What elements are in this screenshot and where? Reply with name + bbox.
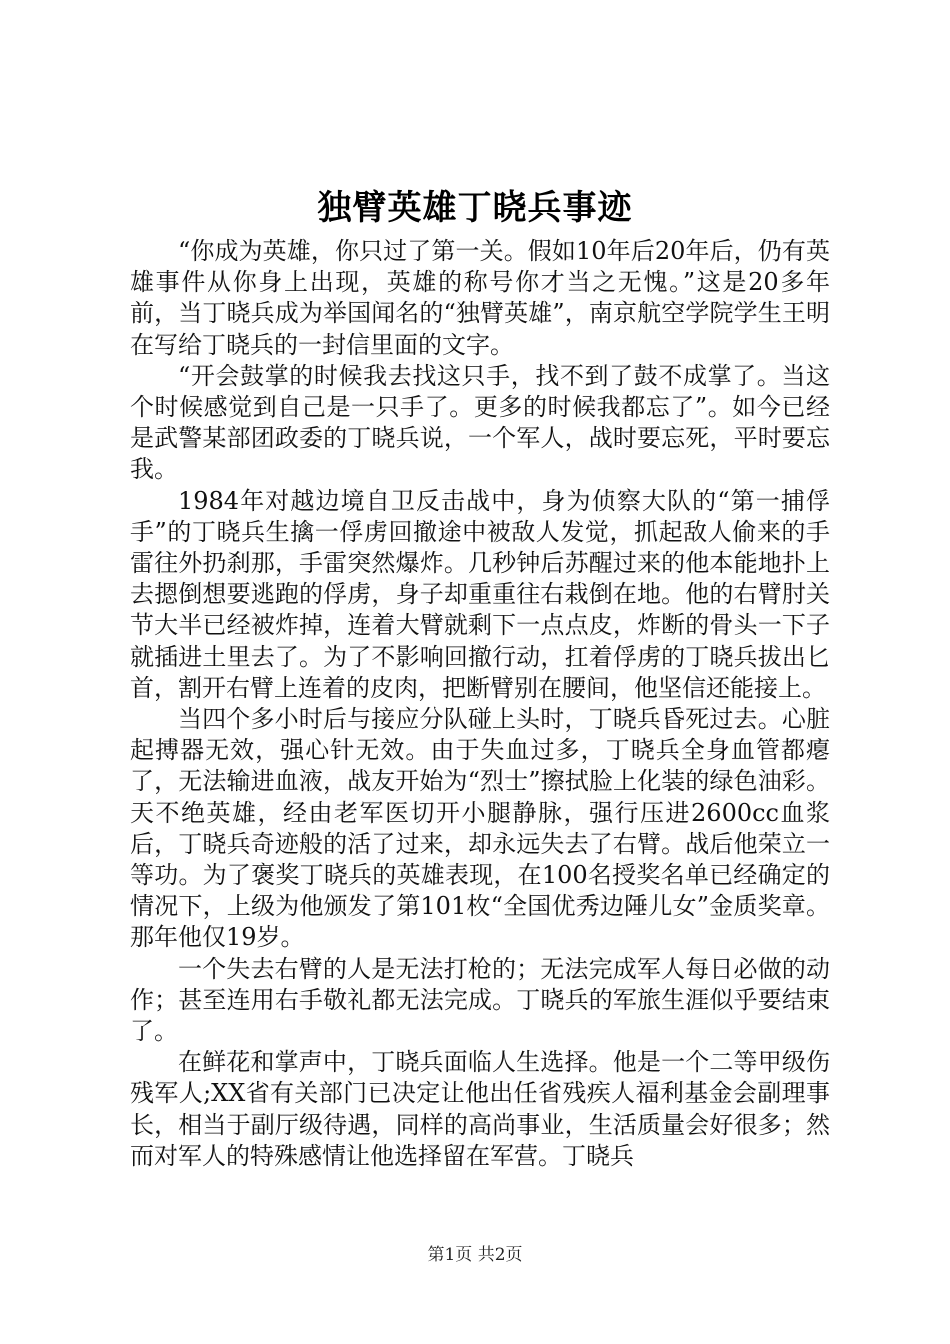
document-title: 独臂英雄丁晓兵事迹 bbox=[317, 188, 633, 228]
paragraph: 当四个多小时后与接应分队碰上头时，丁晓兵昏死过去。心脏起搏器无效，强心针无效。由于失血过多，丁晓兵全身血管都瘪了，无法输进血液，战友开始为“烈士”擦拭脸上化装的绿色油彩。天不绝英雄，经由老军医切开小腿静脉，强行压进2600cc血浆后，丁晓兵奇迹般的活了过来，却永远失去了右臂。战后他荣立一等功。为了褒奖丁晓兵的英雄表现，在100名授奖名单已经确定的情况下，上级为他颁发了第101枚“全国优秀边陲儿女”金质奖章。那年他仅19岁。 bbox=[130, 705, 830, 952]
paragraph: “你成为英雄，你只过了第一关。假如10年后20年后，仍有英雄事件从你身上出现，英雄的称号你才当之无愧。”这是20多年前，当丁晓兵成为举国闻名的“独臂英雄”，南京航空学院学生王明在写给丁晓兵的一封信里面的文字。 bbox=[130, 237, 830, 359]
paragraph: 一个失去右臂的人是无法打枪的；无法完成军人每日必做的动作；甚至连用右手敬礼都无法完成。丁晓兵的军旅生涯似乎要结束了。 bbox=[130, 954, 830, 1046]
document-body bbox=[130, 236, 830, 1172]
page-number: 第1页 共2页 bbox=[427, 1245, 523, 1265]
paragraph: 在鲜花和掌声中，丁晓兵面临人生选择。他是一个二等甲级伤残军人;XX省有关部门已决定让他出任省残疾人福利基金会副理事长，相当于副厅级待遇，同样的高尚事业，生活质量会好很多；然而对军人的特殊感情让他选择留在军营。丁晓兵 bbox=[130, 1048, 830, 1170]
paragraph: “开会鼓掌的时候我去找这只手，找不到了鼓不成掌了。当这个时候感觉到自己是一只手了。更多的时候我都忘了”。如今已经是武警某部团政委的丁晓兵说，一个军人，战时要忘死，平时要忘我。 bbox=[130, 361, 830, 484]
paragraph: 1984年对越边境自卫反击战中，身为侦察大队的“第一捕俘手”的丁晓兵生擒一俘虏回撤途中被敌人发觉，抓起敌人偷来的手雷往外扔刹那，手雷突然爆炸。几秒钟后苏醒过来的他本能地扑上去摁倒想要逃跑的俘虏，身子却重重往右栽倒在地。他的右臂肘关节大半已经被炸掉，连着大臂就剩下一点点皮，炸断的骨头一下子就插进土里去了。为了不影响回撤行动，扛着俘虏的丁晓兵拔出匕首，割开右臂上连着的皮肉，把断臂别在腰间，他坚信还能接上。 bbox=[130, 486, 830, 702]
